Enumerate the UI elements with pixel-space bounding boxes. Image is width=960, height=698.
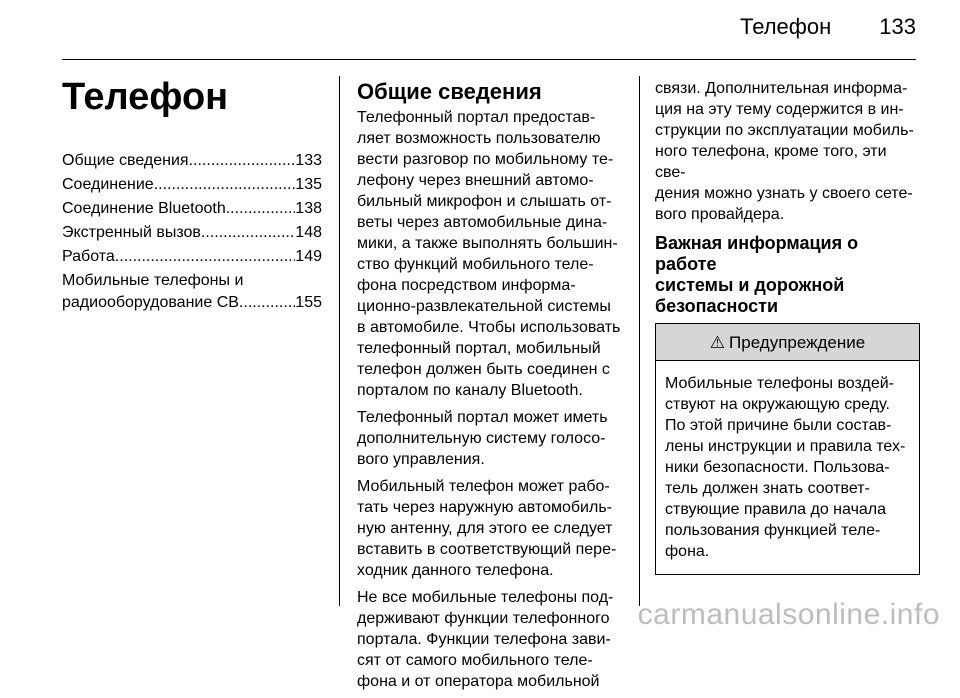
toc-entry-label: радиооборудование CB — [62, 294, 239, 311]
paragraph: Не все мобильные телефоны под- держивают функции телефонного портала. Функции телефона зави- сят от самого мобильного теле- фона и от оператора мобильной — [357, 589, 614, 690]
paragraph: Мобильный телефон может рабо- тать через наружную автомобиль- ную антенну, для этого ее следует вставить в соответствующий пере- ходник данного телефона. — [357, 478, 617, 579]
toc-entry[interactable] — [62, 198, 322, 220]
toc-entry[interactable] — [62, 222, 322, 244]
paragraph-continuation: связи. Дополнительная информа- ция на эту тему содержится в ин- струкции по эксплуатации мобиль- ного телефона, кроме того, эти све- дения можно узнать у своего сете- вого провайдера. — [655, 80, 914, 223]
subsection-heading: Важная информация о работе системы и дорожной безопасности — [655, 233, 859, 316]
toc-entry-page: 155 — [295, 294, 322, 311]
chapter-title: Телефон — [62, 76, 229, 118]
header-rule — [62, 59, 916, 60]
warning-header — [656, 324, 919, 361]
safety-section — [655, 78, 920, 575]
toc-entry-label: Соединение Bluetooth — [62, 200, 226, 217]
column-divider-1 — [339, 76, 340, 606]
toc-entry[interactable] — [62, 246, 322, 268]
toc-entry-label: Экстренный вызов — [62, 224, 201, 241]
toc-entry-page: 133 — [295, 152, 322, 169]
toc-entry-label: Общие сведения — [62, 152, 189, 169]
toc-entry-label: Работа — [62, 248, 115, 265]
toc-entry-label-line1: Мобильные телефоны и — [62, 272, 244, 289]
warning-box — [655, 323, 920, 575]
warning-triangle-icon: ⚠ — [709, 332, 726, 352]
column-divider-2 — [639, 76, 640, 606]
table-of-contents — [62, 150, 322, 316]
header-title: Телефон — [740, 14, 832, 39]
page-number: 133 — [879, 14, 916, 39]
section-heading: Общие сведения — [357, 79, 542, 104]
toc-entry[interactable] — [62, 150, 322, 172]
toc-entry-page: 135 — [295, 176, 322, 193]
paragraph: Телефонный портал предостав- ляет возможность пользователю вести разговор по мобильному те- лефону через внешний автомо- бильный микрофон и слышать от- веты через автомобильные дина- мики, а также выполнять большин- ство функций мобильного теле- фона посредством информа- ционно-развлекательной системы в автомобиле. Чтобы использовать телефонный портал, мобильный телефон должен быть соединен с порталом по каналу Bluetooth. — [357, 109, 621, 399]
warning-title: Предупреждение — [729, 332, 866, 352]
toc-entry-page: 149 — [295, 248, 322, 265]
toc-entry[interactable] — [62, 270, 322, 314]
warning-text: Мобильные телефоны воздей- ствуют на окружающую среду. По этой причине были состав- лены инструкции и правила тех- ники безопасности. Пользова- тель должен знать соответ- ствующие правила до начала пользования функцией теле- фона. — [665, 375, 906, 560]
general-section — [357, 80, 625, 698]
running-header — [740, 14, 916, 40]
toc-entry[interactable] — [62, 174, 322, 196]
paragraph: Телефонный портал может иметь дополнительную систему голосо- вого управления. — [357, 409, 608, 468]
watermark: carmanualsonline.info — [637, 598, 940, 631]
toc-entry-page: 148 — [295, 224, 322, 241]
toc-entry-page: 138 — [295, 200, 322, 217]
toc-entry-label: Соединение — [62, 176, 154, 193]
